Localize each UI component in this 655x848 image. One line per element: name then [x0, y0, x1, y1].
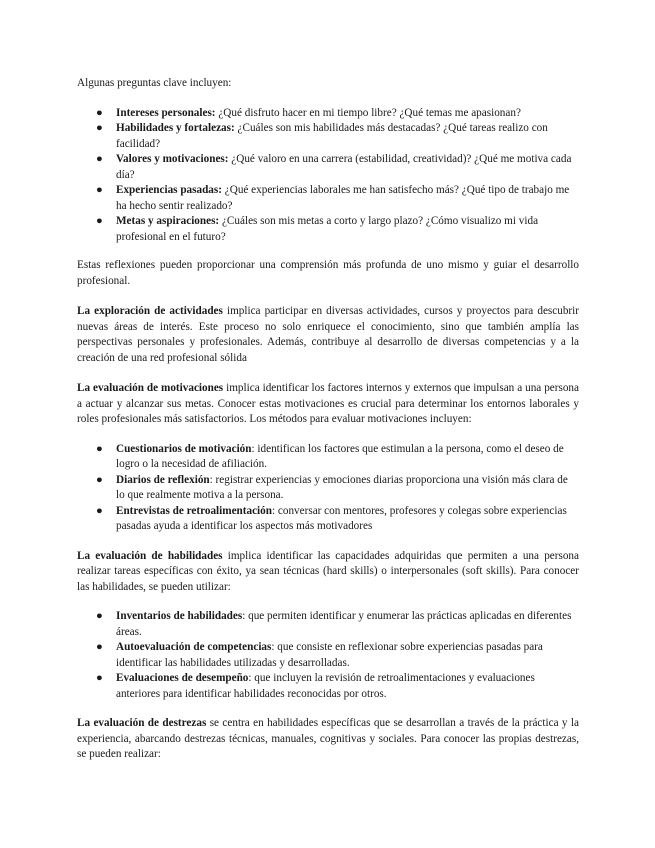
bullet-icon: ● — [96, 106, 103, 119]
list-item-term: Experiencias pasadas: — [116, 184, 222, 196]
motivations-text: implica identificar los factores internos y externos que impulsan a una persona a actuar y alcanzar sus metas. Conocer estas motivaciones es crucial para determinar los entornos laborales y roles profesionales más satisfactorios. Los métodos para evaluar motivaciones incluyen: — [77, 382, 579, 425]
bullet-icon: ● — [96, 184, 103, 196]
list-item-text: ¿Qué valoro en una carrera (estabilidad, creatividad)? ¿Qué me motiva cada día? — [116, 153, 572, 181]
reflection-paragraph: Estas reflexiones pueden proporcionar una comprensión más profunda de uno mismo y guiar el desarrollo profesional. — [77, 259, 579, 287]
list-item-term: Evaluaciones de desempeño — [116, 672, 249, 684]
list-item-text: : conversar con mentores, profesores y colegas sobre experiencias pasadas ayuda a identificar los aspectos más motivadores — [116, 504, 567, 532]
list-item — [77, 671, 579, 702]
dexterity-paragraph — [77, 716, 579, 763]
skills-paragraph — [77, 549, 579, 596]
list-item — [77, 609, 579, 640]
bullet-icon: ● — [96, 610, 103, 622]
list-item-term: Diarios de reflexión — [116, 473, 210, 486]
list-item-term: Metas y aspiraciones: — [116, 215, 220, 227]
list-item — [77, 106, 579, 122]
list-item — [77, 214, 579, 245]
bullet-icon: ● — [96, 504, 103, 517]
dexterity-term: La evaluación de destrezas — [77, 717, 207, 729]
list-item-text: ¿Qué experiencias laborales me han satisfecho más? ¿Qué tipo de trabajo me ha hecho sentir realizado? — [116, 184, 570, 212]
list-item — [77, 183, 579, 214]
list-item — [77, 504, 579, 535]
list-item-text: ¿Qué disfruto hacer en mi tiempo libre? ¿Qué temas me apasionan? — [215, 106, 521, 119]
list-item-term: Habilidades y fortalezas: — [116, 122, 235, 134]
list-item-term: Cuestionarios de motivación — [116, 442, 252, 455]
list-item — [77, 640, 579, 671]
list-item-text: : que consiste en reflexionar sobre experiencias pasadas para identificar las habilidades utilizadas y desarrolladas. — [116, 641, 543, 669]
list-item — [77, 473, 579, 504]
list-item-text: : que incluyen la revisión de retroalimentaciones y evaluaciones anteriores para identificar habilidades reconocidas por otros. — [116, 672, 535, 700]
bullet-icon: ● — [96, 153, 103, 165]
document-body — [77, 76, 579, 763]
motivations-paragraph — [77, 381, 579, 428]
skills-term: La evaluación de habilidades — [77, 549, 223, 562]
key-questions-list — [77, 106, 579, 246]
bullet-icon: ● — [96, 215, 103, 227]
list-item-text: ¿Cuáles son mis metas a corto y largo plazo? ¿Cómo visualizo mi vida profesional en el futuro? — [116, 215, 539, 243]
bullet-icon: ● — [96, 641, 103, 653]
motivations-term: La evaluación de motivaciones — [77, 382, 224, 394]
skills-text: implica identificar las capacidades adquiridas que permiten a una persona realizar tareas específicas con éxito, ya sean técnicas (hard skills) o interpersonales (soft skills). Para conocer las habilidades, se pueden utilizar: — [77, 549, 579, 593]
exploration-term: La exploración de actividades — [77, 305, 223, 317]
motivation-methods-list — [77, 442, 579, 535]
list-item-text: ¿Cuáles son mis habilidades más destacadas? ¿Qué tareas realizo con facilidad? — [116, 122, 548, 150]
dexterity-text: se centra en habilidades específicas que se desarrollan a través de la práctica y la experiencia, abarcando destrezas técnicas, manuales, cognitivas y sociales. Para conocer las propias destrezas, se pueden realizar: — [77, 717, 579, 760]
list-item — [77, 121, 579, 152]
skills-methods-list — [77, 609, 579, 702]
bullet-icon: ● — [96, 473, 103, 486]
list-item — [77, 442, 579, 473]
bullet-icon: ● — [96, 672, 103, 684]
bullet-icon: ● — [96, 442, 103, 455]
list-item-term: Valores y motivaciones: — [116, 153, 229, 165]
list-item — [77, 152, 579, 183]
exploration-paragraph — [77, 304, 579, 366]
list-item-term: Intereses personales: — [116, 106, 216, 119]
list-item-text: : que permiten identificar y enumerar las prácticas aplicadas en diferentes áreas. — [116, 610, 572, 638]
list-item-text: : registrar experiencias y emociones diarias proporciona una visión más clara de lo que realmente motiva a la persona. — [116, 473, 568, 501]
list-item-term: Autoevaluación de competencias — [116, 641, 272, 653]
list-item-term: Inventarios de habilidades — [116, 610, 243, 622]
bullet-icon: ● — [96, 122, 103, 134]
intro-paragraph: Algunas preguntas clave incluyen: — [77, 77, 232, 89]
list-item-text: : identifican los factores que estimulan a la persona, como el deseo de logro o la necesidad de afiliación. — [116, 442, 564, 470]
list-item-term: Entrevistas de retroalimentación — [116, 504, 272, 517]
exploration-text: implica participar en diversas actividades, cursos y proyectos para descubrir nuevas áreas de interés. Este proceso no solo enriquece el conocimiento, sino que también amplía las perspectivas personales y profesionales. Además, contribuye al desarrollo de diversas competencias y a la creación de una red profesional sólida — [77, 305, 579, 364]
